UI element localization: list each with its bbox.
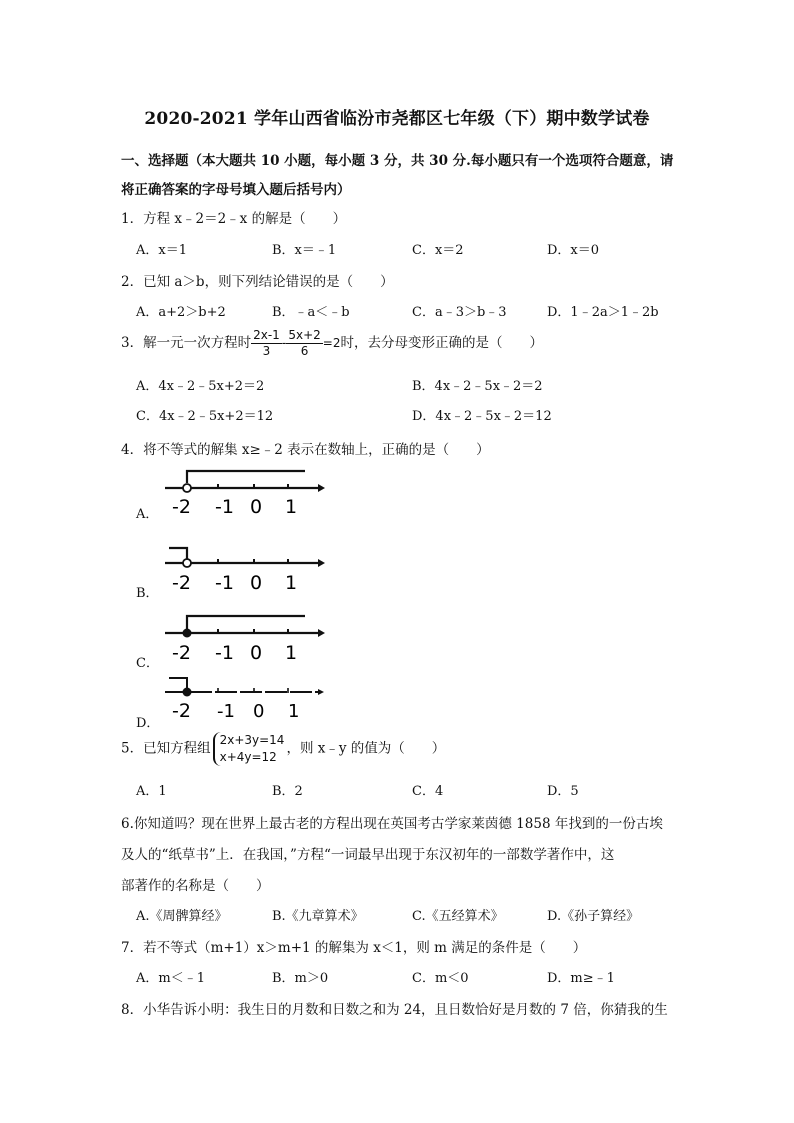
question-4: 4．将不等式的解集 x≥﹣2 表示在数轴上，正确的是（ ） bbox=[121, 442, 490, 458]
q5-prefix: 5．已知方程组 bbox=[121, 740, 211, 757]
q5-option-b: B．2 bbox=[272, 784, 303, 799]
question-3 bbox=[121, 328, 543, 359]
svg-text:1: 1 bbox=[285, 496, 298, 518]
q4-option-a-label: A． bbox=[136, 507, 159, 522]
q6-option-d: D.《孙子算经》 bbox=[547, 909, 640, 924]
page-title: 2020-2021 学年山西省临汾市尧都区七年级（下）期中数学试卷 bbox=[144, 109, 650, 129]
q3-option-c: C．4x﹣2﹣5x+2＝12 bbox=[136, 409, 274, 424]
q1-option-a: A．x＝1 bbox=[136, 243, 187, 258]
q4-option-d-label: D． bbox=[136, 716, 160, 731]
q6-option-c: C.《五经算术》 bbox=[412, 909, 504, 924]
q6-option-a: A.《周髀算经》 bbox=[136, 909, 228, 924]
q3-equals: =2 bbox=[322, 336, 341, 350]
q1-option-b: B．x＝﹣1 bbox=[272, 243, 337, 258]
q5-option-d: D．5 bbox=[547, 784, 579, 799]
question-1: 1．方程 x﹣2＝2﹣x 的解是（ ） bbox=[121, 211, 347, 227]
q2-option-d: D．1﹣2a＞1﹣2b bbox=[547, 305, 659, 320]
q4-option-a-number-line bbox=[160, 462, 330, 520]
section-heading-line1: 一、选择题（本大题共 10 小题，每小题 3 分，共 30 分.每小题只有一个选项符合题意，请 bbox=[121, 153, 674, 169]
q6-option-b: B.《九章算术》 bbox=[272, 909, 364, 924]
question-6-line3: 部著作的名称是（ ） bbox=[121, 878, 270, 894]
svg-text:-2: -2 bbox=[172, 572, 191, 594]
q4-option-c-number-line bbox=[160, 608, 330, 666]
question-7: 7．若不等式（m+1）x＞m+1 的解集为 x＜1，则 m 满足的条件是（ ） bbox=[121, 940, 587, 956]
q7-option-b: B．m＞0 bbox=[272, 971, 329, 986]
q7-option-d: D．m≥﹣1 bbox=[547, 971, 615, 986]
question-8-line1: 8．小华告诉小明：我生日的月数和日数之和为 24，且日数恰好是月数的 7 倍，你猜我的生 bbox=[121, 1002, 668, 1018]
q5-suffix: ，则 x﹣y 的值为（ ） bbox=[286, 740, 446, 757]
svg-text:1: 1 bbox=[285, 642, 298, 664]
q3-fraction-2: $\frac{5x+2}{6}$ bbox=[288, 328, 321, 358]
q2-option-c: C．a﹣3＞b﹣3 bbox=[412, 305, 507, 320]
q3-fraction-1: $\frac{2x-1}{3}$ bbox=[253, 328, 280, 358]
question-6-line1: 6.你知道吗？现在世界上最古老的方程出现在英国考古学家莱茵德 1858 年找到的一份古埃 bbox=[121, 816, 663, 832]
question-6-line2: 及人的“纸草书”上．在我国，”方程“一词最早出现于东汉初年的一部数学著作中，这 bbox=[121, 847, 615, 863]
q7-option-a: A．m＜﹣1 bbox=[136, 971, 205, 986]
q2-option-a: A．a+2＞b+2 bbox=[136, 305, 226, 320]
svg-text:0: 0 bbox=[250, 642, 263, 664]
q4-option-d-number-line bbox=[160, 672, 330, 722]
question-2: 2．已知 a＞b，则下列结论错误的是（ ） bbox=[121, 274, 394, 290]
q4-option-c-label: C． bbox=[136, 656, 159, 671]
q1-option-c: C．x＝2 bbox=[412, 243, 464, 258]
q3-option-d: D．4x﹣2﹣5x﹣2＝12 bbox=[412, 409, 552, 424]
q5-option-c: C．4 bbox=[412, 784, 444, 799]
q2-option-b: B．﹣a＜﹣b bbox=[272, 305, 350, 320]
svg-text:-1: -1 bbox=[217, 701, 235, 722]
q3-suffix: 时，去分母变形正确的是（ ） bbox=[340, 335, 543, 351]
svg-text:-1: -1 bbox=[215, 642, 234, 664]
svg-text:-2: -2 bbox=[172, 642, 191, 664]
q7-option-c: C．m＜0 bbox=[412, 971, 469, 986]
q5-equation-system: 2x+3y=14 x+4y=12 bbox=[213, 732, 285, 766]
svg-text:0: 0 bbox=[250, 572, 263, 594]
svg-text:1: 1 bbox=[285, 572, 298, 594]
svg-text:-1: -1 bbox=[215, 496, 234, 518]
q4-option-b-number-line bbox=[160, 540, 330, 598]
q3-minus: - bbox=[281, 335, 287, 351]
svg-text:-2: -2 bbox=[172, 496, 191, 518]
q1-option-d: D．x＝0 bbox=[547, 243, 600, 258]
question-5 bbox=[121, 732, 445, 766]
svg-text:-1: -1 bbox=[215, 572, 234, 594]
q3-option-b: B．4x﹣2﹣5x﹣2＝2 bbox=[412, 379, 543, 394]
q3-prefix: 3．解一元一次方程时 bbox=[121, 335, 252, 351]
section-heading-line2: 将正确答案的字母号填入题后括号内） bbox=[121, 182, 351, 198]
q5-option-a: A．1 bbox=[136, 784, 167, 799]
q4-option-b-label: B． bbox=[136, 586, 159, 601]
q3-option-a: A．4x﹣2﹣5x+2＝2 bbox=[136, 379, 265, 394]
svg-text:0: 0 bbox=[250, 496, 263, 518]
svg-text:0: 0 bbox=[253, 701, 265, 722]
svg-text:1: 1 bbox=[288, 701, 300, 722]
svg-text:-2: -2 bbox=[172, 700, 191, 722]
